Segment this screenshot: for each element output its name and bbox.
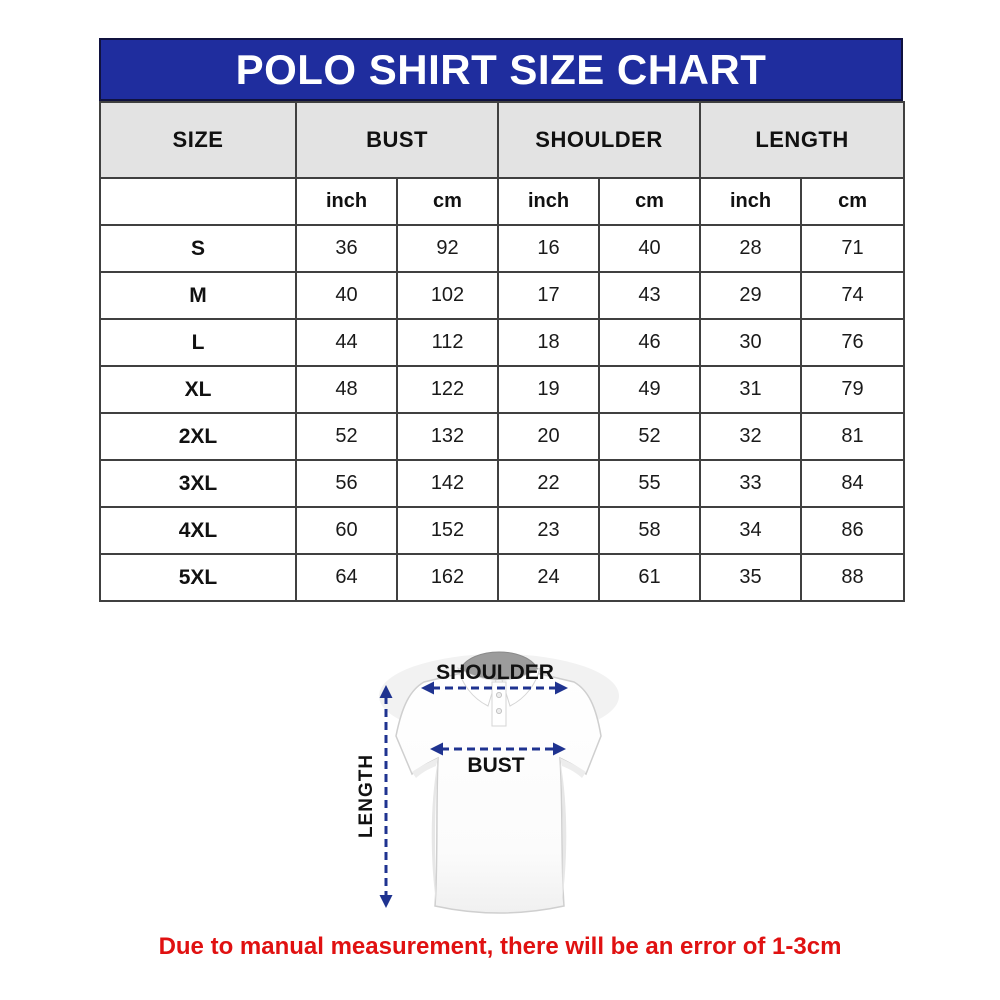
table-row <box>100 413 904 460</box>
button <box>496 692 501 697</box>
table-row <box>100 366 904 413</box>
chart-title: POLO SHIRT SIZE CHART <box>235 45 767 93</box>
value-cell: 35 <box>700 554 801 601</box>
value-cell: 52 <box>599 413 700 460</box>
value-cell: 34 <box>700 507 801 554</box>
value-cell: 60 <box>296 507 397 554</box>
value-cell: 92 <box>397 225 498 272</box>
size-label: 5XL <box>100 554 296 601</box>
size-label: 2XL <box>100 413 296 460</box>
table-row <box>100 554 904 601</box>
unit-header: cm <box>397 178 498 225</box>
unit-header: inch <box>296 178 397 225</box>
table-row <box>100 225 904 272</box>
value-cell: 43 <box>599 272 700 319</box>
value-cell: 58 <box>599 507 700 554</box>
value-cell: 52 <box>296 413 397 460</box>
value-cell: 64 <box>296 554 397 601</box>
value-cell: 84 <box>801 460 904 507</box>
value-cell: 61 <box>599 554 700 601</box>
value-cell: 32 <box>700 413 801 460</box>
measurement-disclaimer: Due to manual measurement, there will be an error of 1-3cm <box>158 933 842 960</box>
value-cell: 19 <box>498 366 599 413</box>
shoulder-measure-label: SHOULDER <box>436 661 554 684</box>
value-cell: 86 <box>801 507 904 554</box>
value-cell: 162 <box>397 554 498 601</box>
value-cell: 22 <box>498 460 599 507</box>
measurement-diagram <box>338 636 668 936</box>
size-label: 4XL <box>100 507 296 554</box>
value-cell: 30 <box>700 319 801 366</box>
table-units-row <box>100 178 904 225</box>
value-cell: 46 <box>599 319 700 366</box>
value-cell: 88 <box>801 554 904 601</box>
polo-shirt-illustration <box>396 652 601 913</box>
unit-header: cm <box>599 178 700 225</box>
value-cell: 76 <box>801 319 904 366</box>
table-row <box>100 507 904 554</box>
value-cell: 33 <box>700 460 801 507</box>
value-cell: 56 <box>296 460 397 507</box>
size-label: S <box>100 225 296 272</box>
value-cell: 18 <box>498 319 599 366</box>
size-label: 3XL <box>100 460 296 507</box>
value-cell: 122 <box>397 366 498 413</box>
value-cell: 44 <box>296 319 397 366</box>
size-table <box>99 101 905 602</box>
table-row <box>100 460 904 507</box>
value-cell: 142 <box>397 460 498 507</box>
value-cell: 29 <box>700 272 801 319</box>
column-header-bust: BUST <box>296 102 498 178</box>
value-cell: 17 <box>498 272 599 319</box>
table-row <box>100 319 904 366</box>
value-cell: 31 <box>700 366 801 413</box>
column-header-size: SIZE <box>100 102 296 178</box>
value-cell: 74 <box>801 272 904 319</box>
value-cell: 40 <box>599 225 700 272</box>
value-cell: 23 <box>498 507 599 554</box>
value-cell: 49 <box>599 366 700 413</box>
value-cell: 40 <box>296 272 397 319</box>
value-cell: 20 <box>498 413 599 460</box>
length-arrow <box>380 685 393 908</box>
chart-title-bar <box>99 38 903 101</box>
value-cell: 132 <box>397 413 498 460</box>
value-cell: 55 <box>599 460 700 507</box>
polo-size-chart <box>99 38 903 602</box>
value-cell: 102 <box>397 272 498 319</box>
value-cell: 28 <box>700 225 801 272</box>
value-cell: 16 <box>498 225 599 272</box>
column-header-shoulder: SHOULDER <box>498 102 700 178</box>
value-cell: 24 <box>498 554 599 601</box>
units-empty-cell <box>100 178 296 225</box>
size-label: M <box>100 272 296 319</box>
size-label: XL <box>100 366 296 413</box>
size-label: L <box>100 319 296 366</box>
unit-header: cm <box>801 178 904 225</box>
value-cell: 71 <box>801 225 904 272</box>
table-header-row <box>100 102 904 178</box>
table-row <box>100 272 904 319</box>
button <box>496 708 501 713</box>
unit-header: inch <box>700 178 801 225</box>
value-cell: 112 <box>397 319 498 366</box>
value-cell: 152 <box>397 507 498 554</box>
length-measure-label: LENGTH <box>356 753 377 839</box>
value-cell: 36 <box>296 225 397 272</box>
value-cell: 48 <box>296 366 397 413</box>
unit-header: inch <box>498 178 599 225</box>
bust-measure-label: BUST <box>467 754 525 777</box>
value-cell: 81 <box>801 413 904 460</box>
column-header-length: LENGTH <box>700 102 904 178</box>
value-cell: 79 <box>801 366 904 413</box>
